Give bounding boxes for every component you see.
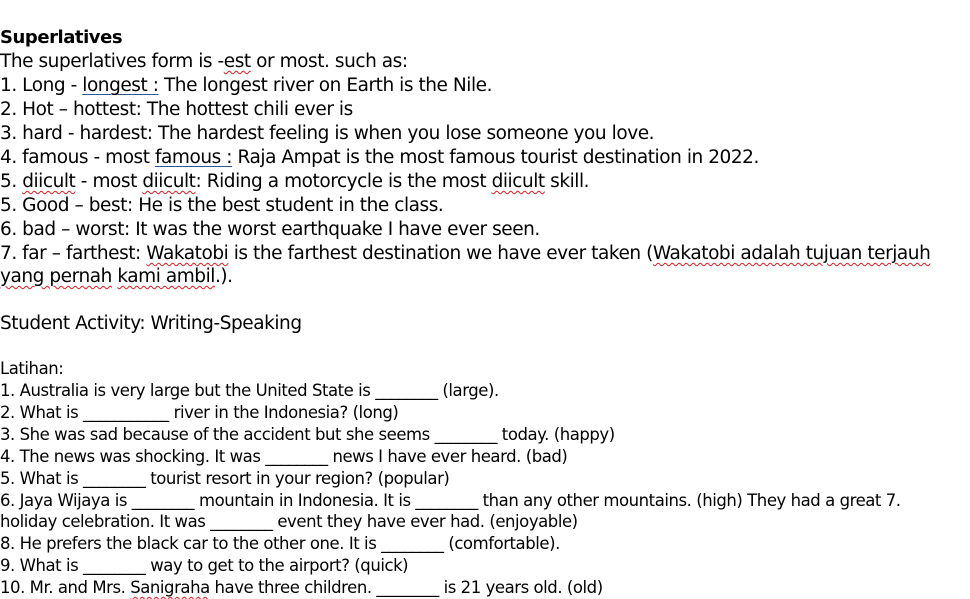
exercise-line-8: 8. He prefers the black car to the other one. It is ________ (comfortable).: [0, 534, 560, 553]
exercise-line-5: 5. What is ________ tourist resort in your region? (popular): [0, 469, 450, 488]
spell-flag: kami ambil: [117, 266, 215, 287]
exercise-line-4: 4. The news was shocking. It was ________ news I have ever heard. (bad): [0, 447, 568, 466]
spell-flag: est: [223, 51, 251, 72]
example-line-6: 5. Good – best: He is the best student in the class.: [0, 195, 444, 216]
exercise-line-6: 6. Jaya Wijaya is ________ mountain in Indonesia. It is ________ than any other mountains. (high) They had a great 7.: [0, 491, 901, 510]
spell-flag: diicult: [491, 171, 545, 192]
example-line-7: 6. bad – worst: It was the worst earthquake I have ever seen.: [0, 219, 540, 240]
exercise-line-3: 3. She was sad because of the accident but she seems ________ today. (happy): [0, 425, 615, 444]
grammar-flag: longest :: [82, 75, 159, 96]
spell-flag: Sanigraha: [130, 578, 210, 597]
example-line-4: 4. famous - most famous : Raja Ampat is the most famous tourist destination in 2022.: [0, 147, 759, 168]
spell-flag: diicult: [22, 171, 76, 192]
example-line-2: 2. Hot – hottest: The hottest chili ever is: [0, 99, 353, 120]
spell-flag: diicult: [142, 171, 196, 192]
exercise-line-7: holiday celebration. It was ________ event they have ever had. (enjoyable): [0, 512, 578, 531]
spell-flag: Wakatobi: [146, 243, 229, 264]
spell-flag: Wakatobi adalah tujuan terjauh: [652, 243, 931, 264]
intro-line: The superlatives form is -est or most. such as:: [0, 51, 408, 72]
example-line-3: 3. hard - hardest: The hardest feeling is when you lose someone you love.: [0, 123, 655, 144]
activity-heading: Student Activity: Writing-Speaking: [0, 313, 302, 334]
exercise-line-10: 10. Mr. and Mrs. Sanigraha have three children. ________ is 21 years old. (old): [0, 578, 603, 597]
example-line-8-continued: yang pernah kami ambil.).: [0, 266, 233, 287]
example-line-8: 7. far – farthest: Wakatobi is the farthest destination we have ever taken (Wakatobi adalah tujuan terjauh: [0, 243, 931, 264]
grammar-flag: famous :: [154, 147, 233, 168]
spell-flag: yang pernah: [0, 266, 112, 287]
exercise-heading: Latihan:: [0, 359, 64, 378]
example-line-5: 5. diicult - most diicult: Riding a motorcycle is the most diicult skill.: [0, 171, 590, 192]
document-title: Superlatives: [0, 27, 123, 48]
example-line-1: 1. Long - longest : The longest river on Earth is the Nile.: [0, 75, 493, 96]
exercise-line-2: 2. What is ___________ river in the Indonesia? (long): [0, 403, 399, 422]
exercise-line-1: 1. Australia is very large but the United State is ________ (large).: [0, 381, 499, 400]
exercise-line-9: 9. What is ________ way to get to the airport? (quick): [0, 556, 409, 575]
